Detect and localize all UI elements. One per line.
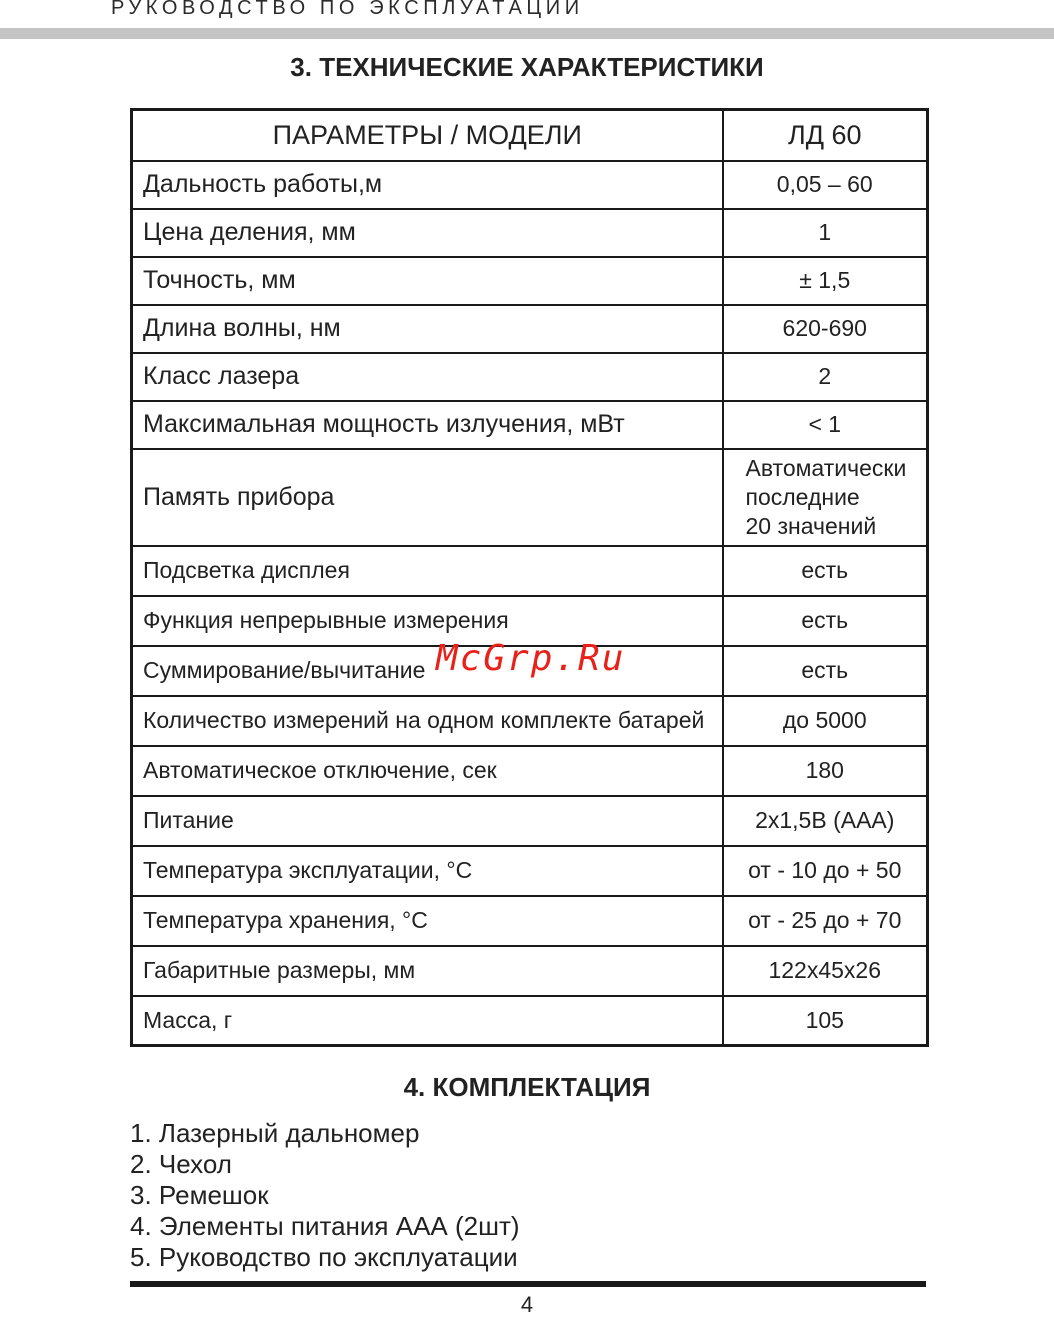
watermark: McGrp.Ru [436, 638, 626, 679]
list-item: 1. Лазерный дальномер [130, 1118, 420, 1148]
table-row [132, 257, 928, 305]
table-row [132, 449, 928, 546]
package-contents-list [130, 1118, 520, 1273]
row-value: < 1 [723, 401, 928, 449]
table-row [132, 996, 928, 1046]
row-value: 180 [723, 746, 928, 796]
row-label: Класс лазера [132, 353, 723, 401]
footer-rule [130, 1281, 926, 1287]
table-row [132, 305, 928, 353]
row-value: 122x45x26 [723, 946, 928, 996]
list-item: 2. Чехол [130, 1149, 232, 1179]
table-row [132, 696, 928, 746]
table-header-row [132, 110, 928, 161]
row-value: 2 [723, 353, 928, 401]
row-label: Масса, г [132, 996, 723, 1046]
table-row [132, 896, 928, 946]
section-title-specifications: 3. ТЕХНИЧЕСКИЕ ХАРАКТЕРИСТИКИ [290, 52, 764, 82]
row-label: Цена деления, мм [132, 209, 723, 257]
row-label: Максимальная мощность излучения, мВт [132, 401, 723, 449]
memory-value-line: Автоматически [745, 454, 907, 481]
row-value: 2x1,5В (ААА) [723, 796, 928, 846]
header-rule [0, 28, 1054, 39]
row-label: Габаритные размеры, мм [132, 946, 723, 996]
row-label: Подсветка дисплея [132, 546, 723, 596]
table-row [132, 746, 928, 796]
row-value: до 5000 [723, 696, 928, 746]
row-value: 1 [723, 209, 928, 257]
table-row [132, 946, 928, 996]
table-row [132, 401, 928, 449]
column-header-parameters: ПАРАМЕТРЫ / МОДЕЛИ [132, 110, 723, 161]
row-value: ± 1,5 [723, 257, 928, 305]
row-value: есть [723, 596, 928, 646]
memory-value-line: 20 значений [745, 512, 877, 539]
section-title-package-contents: 4. КОМПЛЕКТАЦИЯ [403, 1072, 651, 1102]
row-value: от - 25 до + 70 [723, 896, 928, 946]
row-label: Автоматическое отключение, сек [132, 746, 723, 796]
memory-value-line: последние [745, 483, 860, 510]
row-label: Память прибора [132, 449, 723, 546]
row-label: Количество измерений на одном комплекте батарей [132, 696, 723, 746]
row-label: Питание [132, 796, 723, 846]
row-value: от - 10 до + 50 [723, 846, 928, 896]
row-value: 620-690 [723, 305, 928, 353]
table-row [132, 546, 928, 596]
table-row [132, 209, 928, 257]
running-header: РУКОВОДСТВО ПО ЭКСПЛУАТАЦИИ [111, 0, 584, 19]
row-label: Функция непрерывные измерения [132, 596, 723, 646]
page-number: 4 [520, 1292, 534, 1317]
row-label: Длина волны, нм [132, 305, 723, 353]
row-label: Температура хранения, °С [132, 896, 723, 946]
row-value: 0,05 – 60 [723, 161, 928, 209]
row-label: Температура эксплуатации, °С [132, 846, 723, 896]
row-value: есть [723, 546, 928, 596]
row-label: Дальность работы,м [132, 161, 723, 209]
row-label: Суммирование/вычитание [132, 646, 723, 696]
row-label: Точность, мм [132, 257, 723, 305]
list-item: 3. Ремешок [130, 1180, 269, 1210]
list-item: 5. Руководство по эксплуатации [130, 1242, 518, 1272]
specifications-table [130, 108, 929, 1047]
table-row [132, 846, 928, 896]
row-value [723, 449, 928, 546]
table-row [132, 161, 928, 209]
list-item: 4. Элементы питания ААА (2шт) [130, 1211, 520, 1241]
column-header-model: ЛД 60 [723, 110, 928, 161]
row-value: 105 [723, 996, 928, 1046]
table-row [132, 353, 928, 401]
table-row [132, 796, 928, 846]
row-value: есть [723, 646, 928, 696]
